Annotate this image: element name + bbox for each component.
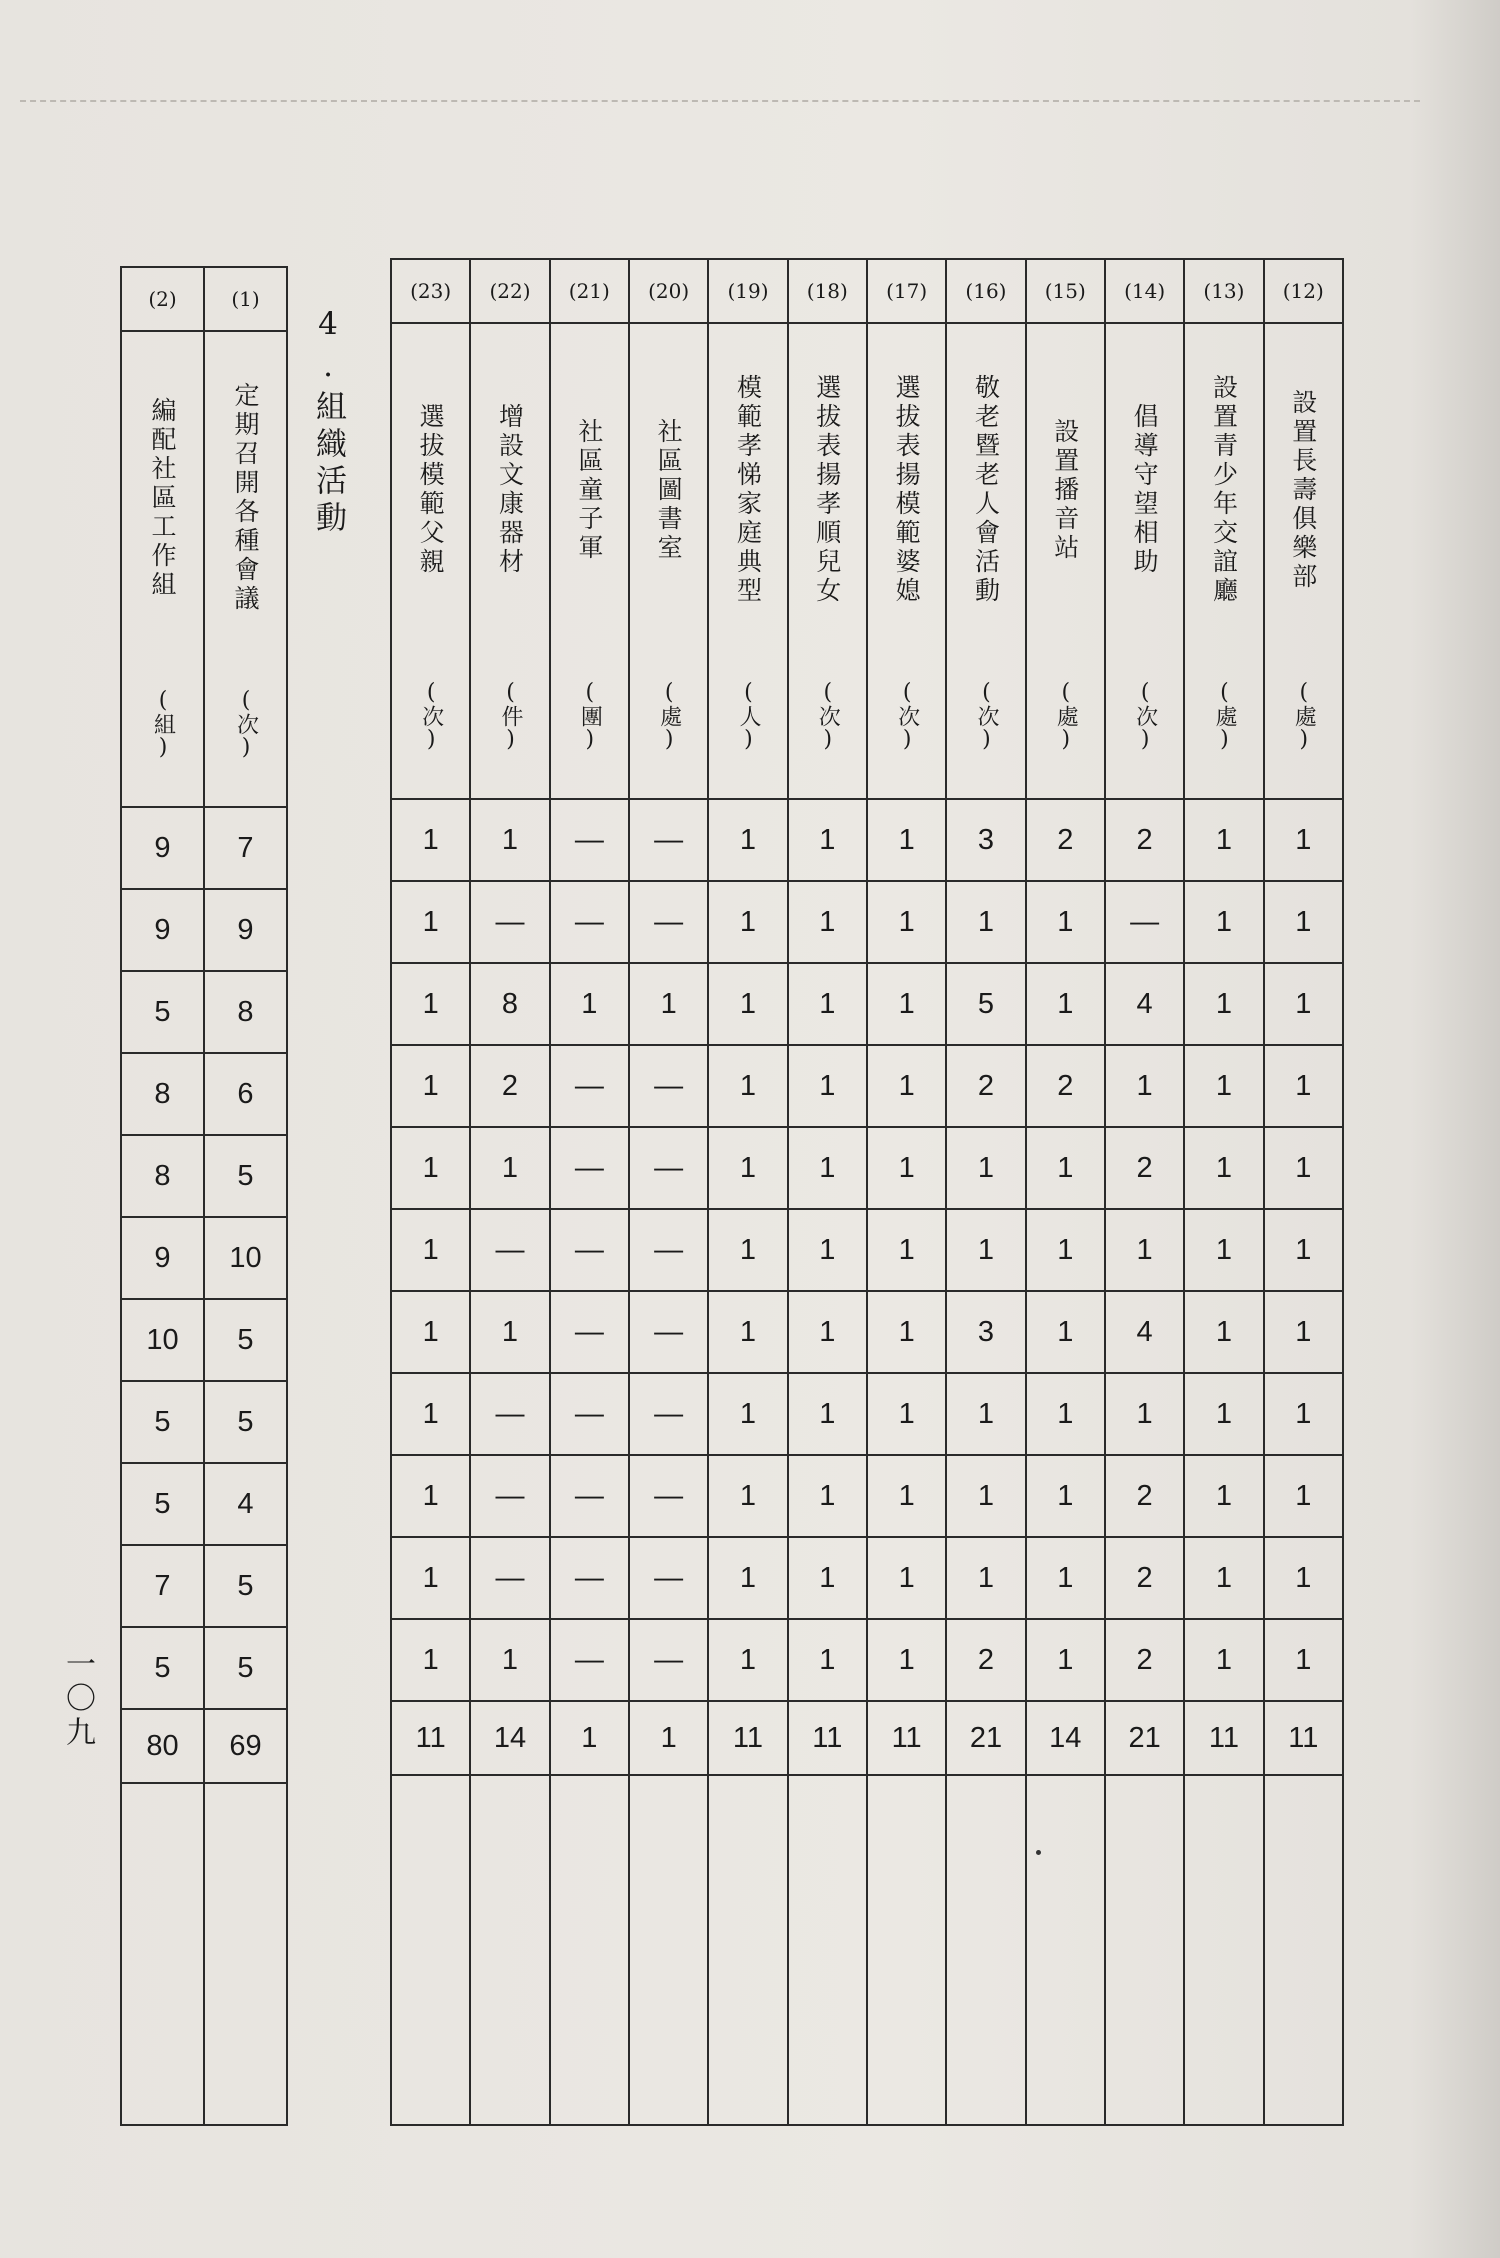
table-row — [121, 1545, 287, 1627]
column-label: 選拔表揚模範婆媳 — [892, 374, 922, 606]
column-number: (18) — [788, 259, 867, 323]
table-cell: 1 — [391, 799, 470, 881]
table-cell: 1 — [867, 1127, 946, 1209]
column-header — [1264, 323, 1343, 799]
table-cell: 1 — [788, 1619, 867, 1701]
column-unit: (處) — [1291, 680, 1317, 752]
table-cell: 1 — [391, 1455, 470, 1537]
table-cell: 1 — [788, 1373, 867, 1455]
table-row — [391, 1209, 1343, 1291]
table-cell: 1 — [708, 799, 787, 881]
table-cell: 3 — [946, 1291, 1025, 1373]
table-cell: 1 — [708, 1619, 787, 1701]
column-unit: (件) — [497, 680, 523, 752]
table-cell: 5 — [946, 963, 1025, 1045]
table-cell: 1 — [1184, 1291, 1263, 1373]
table-cell: 1 — [708, 1127, 787, 1209]
table-cell: 1 — [708, 1045, 787, 1127]
column-number: (2) — [121, 267, 204, 331]
table-cell: 1 — [550, 963, 629, 1045]
column-number: (14) — [1105, 259, 1184, 323]
table-row — [121, 971, 287, 1053]
table-cell: 10 — [204, 1217, 287, 1299]
table-cell: 1 — [946, 881, 1025, 963]
table-cell: 9 — [121, 807, 204, 889]
table-cell: 1 — [946, 1455, 1025, 1537]
column-number: (22) — [470, 259, 549, 323]
column-label: 倡導守望相助 — [1130, 403, 1160, 577]
table-cell: 1 — [946, 1209, 1025, 1291]
table-cell: 2 — [1026, 1045, 1105, 1127]
blank-cell — [550, 1775, 629, 2125]
table-cell: 1 — [867, 1455, 946, 1537]
column-header — [1026, 323, 1105, 799]
table-row — [391, 1537, 1343, 1619]
top-dashed-rule — [20, 100, 1420, 102]
total-cell: 21 — [1105, 1701, 1184, 1775]
table-cell: 1 — [1026, 1373, 1105, 1455]
total-cell: 11 — [708, 1701, 787, 1775]
blank-cell — [788, 1775, 867, 2125]
table-cell: 1 — [708, 1537, 787, 1619]
table-cell: 1 — [1184, 799, 1263, 881]
column-label: 編配社區工作組 — [148, 396, 177, 600]
table-cell: 1 — [1184, 1619, 1263, 1701]
table-cell: 5 — [204, 1381, 287, 1463]
table-cell: 1 — [1026, 881, 1105, 963]
table-cell: 1 — [1105, 1373, 1184, 1455]
column-label-row — [391, 323, 1343, 799]
table-cell: 1 — [867, 1619, 946, 1701]
column-header — [470, 323, 549, 799]
table-cell: 1 — [1026, 1291, 1105, 1373]
table-cell: 2 — [1026, 799, 1105, 881]
column-label: 設置青少年交誼廳 — [1209, 374, 1239, 606]
column-number: (23) — [391, 259, 470, 323]
ink-speck — [1036, 1850, 1041, 1855]
column-header — [204, 331, 287, 807]
table-cell: 1 — [1105, 1045, 1184, 1127]
blank-cell — [1264, 1775, 1343, 2125]
column-label: 增設文康器材 — [495, 403, 525, 577]
table-cell: 1 — [867, 881, 946, 963]
blank-cell — [391, 1775, 470, 2125]
table-row — [391, 1455, 1343, 1537]
total-cell: 14 — [1026, 1701, 1105, 1775]
table-cell: 6 — [204, 1053, 287, 1135]
table-row — [391, 881, 1343, 963]
table-cell: 1 — [470, 1127, 549, 1209]
table-cell: 5 — [204, 1299, 287, 1381]
total-cell: 69 — [204, 1709, 287, 1783]
table-row — [391, 1619, 1343, 1701]
total-cell: 11 — [1264, 1701, 1343, 1775]
table-cell: 1 — [391, 1537, 470, 1619]
table-cell: 8 — [121, 1135, 204, 1217]
table-cell: 1 — [1184, 1045, 1263, 1127]
page-number: 一〇九 — [60, 1648, 95, 1750]
table-row — [121, 1135, 287, 1217]
table-cell: 1 — [946, 1373, 1025, 1455]
column-unit: (次) — [418, 680, 444, 752]
table-row — [121, 807, 287, 889]
table-cell: 2 — [1105, 1619, 1184, 1701]
table-cell: 4 — [204, 1463, 287, 1545]
table-cell: 1 — [1184, 1127, 1263, 1209]
table-cell: 1 — [788, 1537, 867, 1619]
column-unit: (處) — [1211, 680, 1237, 752]
table-cell: 1 — [788, 1127, 867, 1209]
table-cell: — — [629, 1619, 708, 1701]
table-cell: 1 — [1264, 1127, 1343, 1209]
table-cell: 1 — [1184, 1373, 1263, 1455]
column-label-row — [121, 331, 287, 807]
blank-cell — [470, 1775, 549, 2125]
table-row — [391, 799, 1343, 881]
table-cell: — — [470, 1537, 549, 1619]
column-header — [1184, 323, 1263, 799]
table-cell: 1 — [391, 1127, 470, 1209]
table-cell: 1 — [470, 799, 549, 881]
column-label: 選拔表揚孝順兒女 — [812, 374, 842, 606]
table-cell: 1 — [1264, 963, 1343, 1045]
column-header — [946, 323, 1025, 799]
total-cell: 11 — [391, 1701, 470, 1775]
table-cell: 9 — [204, 889, 287, 971]
table-cell: 2 — [1105, 1455, 1184, 1537]
blank-row — [121, 1783, 287, 2125]
blank-row — [391, 1775, 1343, 2125]
column-number: (13) — [1184, 259, 1263, 323]
table-cell: 1 — [1026, 963, 1105, 1045]
table-cell: 1 — [788, 881, 867, 963]
table-cell: — — [550, 1455, 629, 1537]
table-cell: 1 — [788, 799, 867, 881]
table-row — [121, 1217, 287, 1299]
table-cell: 2 — [1105, 1537, 1184, 1619]
table-row — [121, 1053, 287, 1135]
section-heading: 4.組織活動 — [310, 306, 346, 538]
table-cell: — — [1105, 881, 1184, 963]
table-cell: 1 — [391, 963, 470, 1045]
table-cell: 5 — [204, 1545, 287, 1627]
table-cell: 1 — [391, 1291, 470, 1373]
column-number: (21) — [550, 259, 629, 323]
table-cell: 1 — [867, 1045, 946, 1127]
table-cell: 7 — [204, 807, 287, 889]
total-cell: 1 — [550, 1701, 629, 1775]
table-cell: 1 — [1264, 881, 1343, 963]
table-cell: 1 — [867, 1373, 946, 1455]
table-cell: — — [629, 1209, 708, 1291]
table-cell: 1 — [391, 1619, 470, 1701]
table-cell: 1 — [1105, 1209, 1184, 1291]
table-cell: — — [470, 1373, 549, 1455]
table-cell: 2 — [946, 1045, 1025, 1127]
column-number: (1) — [204, 267, 287, 331]
table-cell: 1 — [788, 1291, 867, 1373]
table-cell: 1 — [1026, 1455, 1105, 1537]
table-cell: 2 — [1105, 1127, 1184, 1209]
table-row — [391, 1045, 1343, 1127]
table-cell: 1 — [708, 1455, 787, 1537]
column-header — [867, 323, 946, 799]
table-cell: 1 — [708, 881, 787, 963]
column-label: 社區童子軍 — [574, 417, 604, 563]
table-cell: 1 — [470, 1291, 549, 1373]
table-cell: 1 — [708, 1209, 787, 1291]
table-cell: 5 — [204, 1627, 287, 1709]
column-label: 定期召開各種會議 — [231, 382, 260, 614]
table-row — [391, 963, 1343, 1045]
table-cell: 5 — [204, 1135, 287, 1217]
table-cell: — — [550, 1209, 629, 1291]
table-cell: 9 — [121, 889, 204, 971]
table-cell: 1 — [788, 1455, 867, 1537]
table-cell: 1 — [708, 963, 787, 1045]
total-cell: 21 — [946, 1701, 1025, 1775]
table-cell: — — [629, 1373, 708, 1455]
column-unit: (組) — [150, 688, 176, 760]
column-number: (19) — [708, 259, 787, 323]
total-cell: 80 — [121, 1709, 204, 1783]
table-cell: 1 — [946, 1127, 1025, 1209]
table-cell: 4 — [1105, 963, 1184, 1045]
table-cell: 1 — [391, 1373, 470, 1455]
column-number-row — [391, 259, 1343, 323]
column-label: 設置播音站 — [1050, 417, 1080, 563]
column-unit: (次) — [894, 680, 920, 752]
table-cell: 8 — [470, 963, 549, 1045]
table-cell: 1 — [470, 1619, 549, 1701]
total-cell: 11 — [1184, 1701, 1263, 1775]
table-cell: — — [629, 1291, 708, 1373]
column-label: 模範孝悌家庭典型 — [733, 374, 763, 606]
table-cell: 1 — [1264, 1537, 1343, 1619]
table-cell: 1 — [1184, 963, 1263, 1045]
table-cell: 1 — [1264, 1291, 1343, 1373]
table-cell: 8 — [121, 1053, 204, 1135]
total-cell: 11 — [867, 1701, 946, 1775]
table-cell: — — [629, 1127, 708, 1209]
blank-cell — [629, 1775, 708, 2125]
column-unit: (團) — [577, 680, 603, 752]
table-cell: 1 — [1026, 1537, 1105, 1619]
blank-cell — [867, 1775, 946, 2125]
table-cell: 1 — [867, 963, 946, 1045]
table-cell: 2 — [946, 1619, 1025, 1701]
table-cell: 2 — [1105, 799, 1184, 881]
column-number-row — [121, 267, 287, 331]
table-cell: — — [550, 1291, 629, 1373]
table-cell: — — [629, 1537, 708, 1619]
table-cell: 1 — [1264, 1455, 1343, 1537]
column-label: 選拔模範父親 — [416, 403, 446, 577]
column-unit: (處) — [1053, 680, 1079, 752]
table-cell: — — [470, 1455, 549, 1537]
table-cell: 1 — [1264, 1045, 1343, 1127]
column-header — [788, 323, 867, 799]
table-row — [391, 1291, 1343, 1373]
column-unit: (次) — [1132, 680, 1158, 752]
table-cell: — — [629, 1455, 708, 1537]
blank-cell — [1184, 1775, 1263, 2125]
table-cell: 1 — [1026, 1127, 1105, 1209]
table-cell: — — [629, 1045, 708, 1127]
table-cell: 5 — [121, 1381, 204, 1463]
table-cell: 1 — [1026, 1619, 1105, 1701]
blank-cell — [204, 1783, 287, 2125]
column-header — [391, 323, 470, 799]
table-cell: — — [629, 799, 708, 881]
column-header — [121, 331, 204, 807]
table-cell: 1 — [1264, 1373, 1343, 1455]
table-cell: 1 — [391, 881, 470, 963]
column-number: (12) — [1264, 259, 1343, 323]
table-cell: — — [550, 881, 629, 963]
right-statistics-table — [390, 258, 1344, 2126]
table-cell: 1 — [867, 799, 946, 881]
table-cell: 1 — [1264, 1209, 1343, 1291]
table-row — [121, 1463, 287, 1545]
table-cell: 1 — [946, 1537, 1025, 1619]
column-unit: (人) — [735, 680, 761, 752]
blank-cell — [708, 1775, 787, 2125]
column-header — [550, 323, 629, 799]
table-cell: 1 — [629, 963, 708, 1045]
table-cell: 1 — [867, 1291, 946, 1373]
table-row — [121, 889, 287, 971]
table-cell: — — [550, 799, 629, 881]
table-cell: 1 — [391, 1045, 470, 1127]
total-cell: 14 — [470, 1701, 549, 1775]
table-cell: 1 — [391, 1209, 470, 1291]
table-cell: — — [470, 881, 549, 963]
column-unit: (次) — [233, 688, 259, 760]
table-cell: 1 — [867, 1537, 946, 1619]
table-cell: 5 — [121, 971, 204, 1053]
column-unit: (次) — [973, 680, 999, 752]
table-cell: — — [550, 1619, 629, 1701]
table-cell: 8 — [204, 971, 287, 1053]
table-cell: 5 — [121, 1627, 204, 1709]
table-row — [391, 1127, 1343, 1209]
table-cell: — — [470, 1209, 549, 1291]
column-label: 敬老暨老人會活動 — [971, 374, 1001, 606]
totals-row — [121, 1709, 287, 1783]
table-cell: 4 — [1105, 1291, 1184, 1373]
table-cell: — — [550, 1373, 629, 1455]
table-cell: 9 — [121, 1217, 204, 1299]
table-row — [121, 1299, 287, 1381]
table-cell: 1 — [1264, 799, 1343, 881]
table-cell: — — [550, 1045, 629, 1127]
column-unit: (處) — [656, 680, 682, 752]
column-header — [1105, 323, 1184, 799]
column-number: (20) — [629, 259, 708, 323]
column-unit: (次) — [815, 680, 841, 752]
total-cell: 1 — [629, 1701, 708, 1775]
total-cell: 11 — [788, 1701, 867, 1775]
table-cell: 1 — [788, 963, 867, 1045]
totals-row — [391, 1701, 1343, 1775]
table-cell: — — [550, 1537, 629, 1619]
table-row — [391, 1373, 1343, 1455]
table-cell: — — [550, 1127, 629, 1209]
table-cell: 1 — [1184, 1537, 1263, 1619]
column-label: 社區圖書室 — [654, 417, 684, 563]
table-cell: 1 — [1184, 1455, 1263, 1537]
table-cell: 1 — [1184, 1209, 1263, 1291]
column-number: (15) — [1026, 259, 1105, 323]
table-cell: 2 — [470, 1045, 549, 1127]
blank-cell — [1105, 1775, 1184, 2125]
table-cell: 10 — [121, 1299, 204, 1381]
blank-cell — [946, 1775, 1025, 2125]
table-cell: 1 — [1026, 1209, 1105, 1291]
table-cell: 1 — [708, 1291, 787, 1373]
table-cell: 1 — [1184, 881, 1263, 963]
table-cell: 1 — [1264, 1619, 1343, 1701]
blank-cell — [1026, 1775, 1105, 2125]
table-cell: 7 — [121, 1545, 204, 1627]
blank-cell — [121, 1783, 204, 2125]
column-label: 設置長壽俱樂部 — [1288, 388, 1318, 592]
column-number: (17) — [867, 259, 946, 323]
table-cell: 1 — [788, 1045, 867, 1127]
table-cell: 1 — [867, 1209, 946, 1291]
left-statistics-table — [120, 266, 288, 2126]
column-number: (16) — [946, 259, 1025, 323]
table-cell: 1 — [788, 1209, 867, 1291]
column-header — [629, 323, 708, 799]
table-cell: 5 — [121, 1463, 204, 1545]
table-row — [121, 1627, 287, 1709]
column-header — [708, 323, 787, 799]
table-cell: 1 — [708, 1373, 787, 1455]
table-cell: 3 — [946, 799, 1025, 881]
table-cell: — — [629, 881, 708, 963]
table-row — [121, 1381, 287, 1463]
